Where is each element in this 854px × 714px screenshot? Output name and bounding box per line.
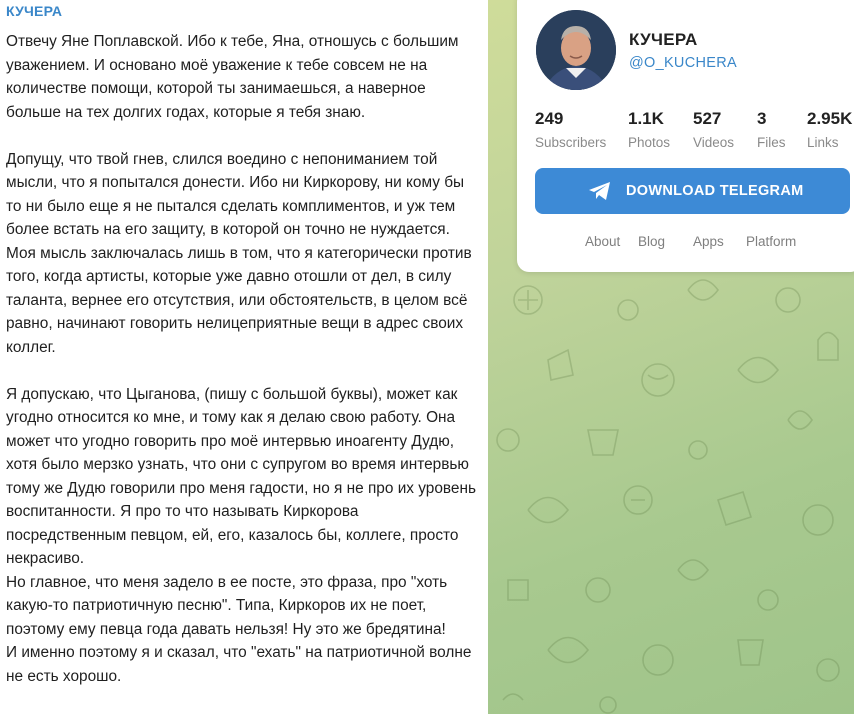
stat-files[interactable] bbox=[757, 109, 786, 150]
stat-value: 249 bbox=[535, 109, 564, 128]
channel-handle[interactable]: @O_KUCHERA bbox=[629, 55, 737, 71]
stat-label: Photos bbox=[628, 135, 671, 150]
stat-label: Files bbox=[757, 135, 786, 150]
stat-value: 1.1K bbox=[628, 109, 664, 128]
channel-sidebar bbox=[488, 0, 854, 714]
link-apps[interactable]: Apps bbox=[693, 234, 724, 249]
channel-avatar[interactable] bbox=[536, 10, 616, 90]
telegram-plane-icon bbox=[588, 181, 612, 201]
stat-label: Videos bbox=[693, 135, 735, 150]
stat-subscribers bbox=[535, 109, 606, 150]
stat-links[interactable] bbox=[807, 109, 852, 150]
stat-videos[interactable] bbox=[693, 109, 734, 150]
stat-value: 3 bbox=[757, 109, 767, 128]
channel-card bbox=[517, 0, 854, 272]
stat-value: 527 bbox=[693, 109, 722, 128]
post-author[interactable]: КУЧЕРА bbox=[6, 3, 63, 19]
avatar-photo-icon bbox=[536, 10, 616, 90]
stat-label: Subscribers bbox=[535, 135, 607, 150]
stat-photos[interactable] bbox=[628, 109, 670, 150]
stat-label: Links bbox=[807, 135, 839, 150]
channel-title[interactable]: КУЧЕРА bbox=[629, 30, 698, 49]
post-text: Отвечу Яне Поплавской. Ибо к тебе, Яна, отношусь с большим уважением. И основано моё уважение к тебе совсем не на количестве помощи, которой ты занимаешься, а наверное больше на тех долгих годах, которые я тебя знаю. Допущу, что твой гнев, слился воедино с непониманием той мысли, что я попытался донести. Ибо ни Киркорову, ни кому бы то ни было еще я не пытался сделать комплиментов, и уж тем более встать на его защиту, в которой он точно не нуждается. Моя мысль заключалась лишь в том, что я категорически против того, когда артисты, которые уже давно отошли от дел, в силу таланта, вернее его отсутствия, или обстоятельств, в целом всё равно, начинают говорить нелицеприятные вещи в адрес своих коллег. Я допускаю, что Цыганова, (пишу с большой буквы), может как угодно относится ко мне, и тому как я делаю свою работу. Она может что угодно говорить про моё интервью иноагенту Дудю, хотя было мерзко узнать, что они с супругом во время интервью тому же Дудю говорили про меня гадости, но я не про их уровень воспитанности. Я про то что называть Киркорова посредственным певцом, ей, его, казалось бы, коллеге, просто некрасиво. Но главное, что меня задело в ее посте, это фраза, про "хоть какую-то патриотичную песню". Типа, Киркоров их не поет, поэтому ему певца года давать нельзя! Ну это же бредятина! И именно поэтому я и сказал, что "ехать" на патриотичной волне не есть хорошо. bbox=[6, 33, 476, 685]
stat-value: 2.95K bbox=[807, 109, 853, 128]
link-about[interactable]: About bbox=[585, 234, 621, 249]
link-blog[interactable]: Blog bbox=[638, 234, 666, 249]
download-telegram-button[interactable] bbox=[535, 168, 850, 214]
link-platform[interactable]: Platform bbox=[746, 234, 797, 249]
channel-stats bbox=[535, 109, 854, 153]
download-telegram-label: DOWNLOAD TELEGRAM bbox=[626, 183, 804, 199]
